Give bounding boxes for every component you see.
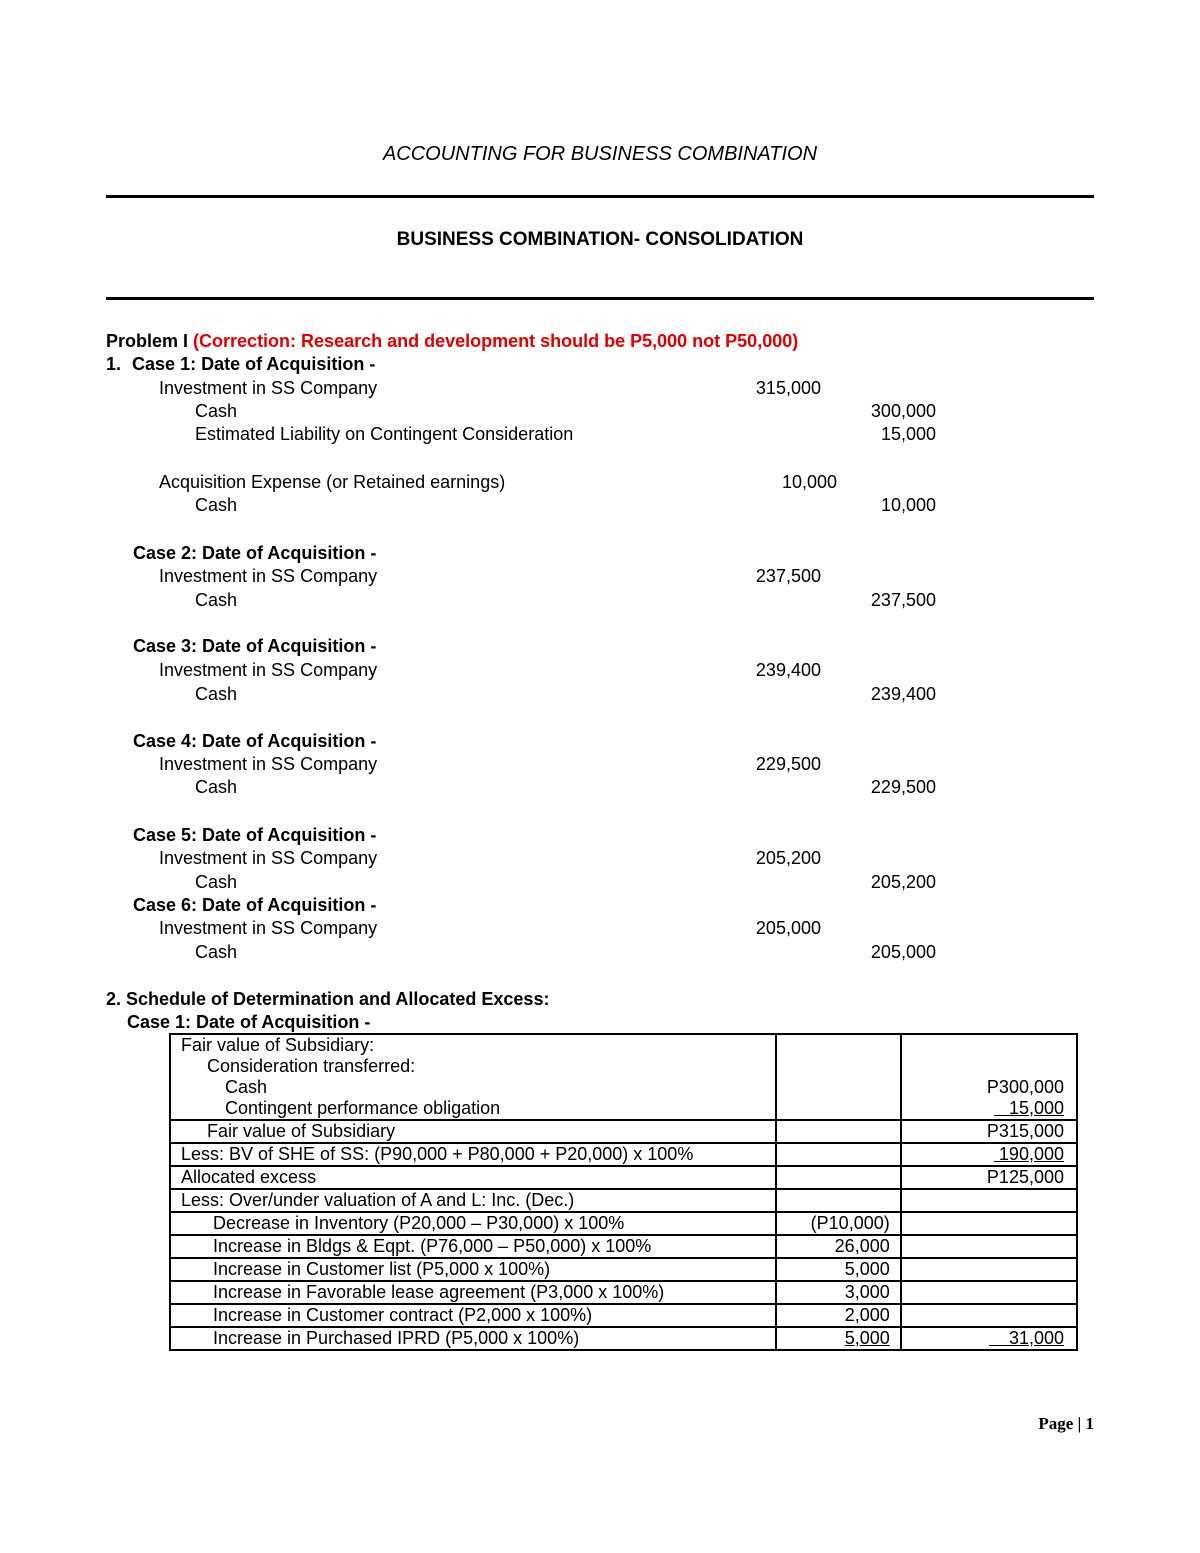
adjustment-value: 2,000 xyxy=(776,1304,900,1327)
journal-account: Cash xyxy=(195,590,238,610)
schedule-label xyxy=(170,1120,776,1143)
journal-debit: 205,000 xyxy=(755,918,821,938)
schedule-detail-cell xyxy=(776,1034,900,1120)
part-2-case-1-heading: Case 1: Date of Acquisition - xyxy=(127,1012,371,1032)
table-row xyxy=(170,1166,1077,1189)
fair-value-label: Fair value of Subsidiary xyxy=(207,1121,396,1141)
case-4-heading: Case 4: Date of Acquisition - xyxy=(133,731,377,751)
journal-credit: 10,000 xyxy=(880,495,936,515)
case-3-heading: Case 3: Date of Acquisition - xyxy=(133,636,377,656)
consideration-label: Consideration transferred: xyxy=(207,1056,416,1076)
section-rule xyxy=(106,297,1094,300)
adjustment-value: (P10,000) xyxy=(776,1212,900,1235)
fair-value-value: P315,000 xyxy=(901,1120,1077,1143)
fair-value-heading: Fair value of Subsidiary: xyxy=(181,1035,375,1055)
schedule-total-cell xyxy=(901,1281,1077,1304)
case-1-title: Case 1: Date of Acquisition - xyxy=(132,354,376,374)
case-5-heading: Case 5: Date of Acquisition - xyxy=(133,825,377,845)
journal-debit: 10,000 xyxy=(781,472,837,492)
header-rule xyxy=(106,195,1094,198)
part-1-number: 1. xyxy=(106,354,122,374)
allocated-excess-value: P125,000 xyxy=(901,1166,1077,1189)
table-row xyxy=(170,1258,1077,1281)
cash-value: P300,000 xyxy=(986,1077,1064,1097)
journal-account: Investment in SS Company xyxy=(159,378,378,398)
problem-label: Problem I xyxy=(106,331,189,351)
journal-account: Investment in SS Company xyxy=(159,918,378,938)
journal-account: Investment in SS Company xyxy=(159,566,378,586)
allocation-schedule-table xyxy=(169,1033,1078,1351)
schedule-label xyxy=(170,1034,776,1120)
journal-account: Cash xyxy=(195,401,238,421)
journal-credit: 15,000 xyxy=(880,424,936,444)
table-row xyxy=(170,1034,1077,1120)
schedule-detail-cell xyxy=(776,1143,900,1166)
problem-heading xyxy=(106,330,798,352)
allocated-excess-label: Allocated excess xyxy=(170,1166,776,1189)
journal-account: Estimated Liability on Contingent Consideration xyxy=(195,424,574,444)
adjustment-label: Decrease in Inventory (P20,000 – P30,000) x 100% xyxy=(170,1212,776,1235)
journal-debit: 205,200 xyxy=(755,848,821,868)
schedule-detail-cell xyxy=(776,1120,900,1143)
cash-label: Cash xyxy=(225,1077,268,1097)
case-2-heading: Case 2: Date of Acquisition - xyxy=(133,543,377,563)
adjustments-total: 31,000 xyxy=(901,1327,1077,1350)
contingent-label: Contingent performance obligation xyxy=(225,1098,501,1118)
schedule-total-cell xyxy=(901,1143,1077,1166)
adjustment-label: Increase in Bldgs & Eqpt. (P76,000 – P50,000) x 100% xyxy=(170,1235,776,1258)
table-row xyxy=(170,1143,1077,1166)
adjustment-value: 5,000 xyxy=(776,1258,900,1281)
schedule-detail-cell xyxy=(776,1189,900,1212)
adjustment-value: 5,000 xyxy=(776,1327,900,1350)
journal-credit: 205,200 xyxy=(870,872,936,892)
adjustment-label: Increase in Customer contract (P2,000 x 100%) xyxy=(170,1304,776,1327)
part-2-heading: 2. Schedule of Determination and Allocated Excess: xyxy=(106,989,550,1009)
case-6-heading: Case 6: Date of Acquisition - xyxy=(133,895,377,915)
less-bv-value: 190,000 xyxy=(998,1144,1064,1164)
journal-account: Cash xyxy=(195,684,238,704)
schedule-total-cell xyxy=(901,1034,1077,1120)
document-header-title: ACCOUNTING FOR BUSINESS COMBINATION xyxy=(382,143,818,165)
adjustment-label: Increase in Purchased IPRD (P5,000 x 100%) xyxy=(170,1327,776,1350)
table-row xyxy=(170,1327,1077,1350)
problem-correction: (Correction: Research and development should be P5,000 not P50,000) xyxy=(193,331,799,351)
table-row xyxy=(170,1120,1077,1143)
section-title: BUSINESS COMBINATION- CONSOLIDATION xyxy=(396,229,804,250)
less-over-label: Less: Over/under valuation of A and L: Inc. (Dec.) xyxy=(170,1189,776,1212)
adjustment-value: 3,000 xyxy=(776,1281,900,1304)
schedule-total-cell xyxy=(901,1304,1077,1327)
schedule-total-cell xyxy=(901,1258,1077,1281)
journal-account: Investment in SS Company xyxy=(159,660,378,680)
journal-debit: 237,500 xyxy=(755,566,821,586)
adjustment-label: Increase in Customer list (P5,000 x 100%) xyxy=(170,1258,776,1281)
less-bv-label: Less: BV of SHE of SS: (P90,000 + P80,000 + P20,000) x 100% xyxy=(170,1143,776,1166)
table-row xyxy=(170,1189,1077,1212)
journal-credit: 239,400 xyxy=(870,684,936,704)
adjustment-label: Increase in Favorable lease agreement (P3,000 x 100%) xyxy=(170,1281,776,1304)
journal-credit: 237,500 xyxy=(870,590,936,610)
journal-account: Cash xyxy=(195,495,238,515)
table-row xyxy=(170,1281,1077,1304)
adjustment-value: 26,000 xyxy=(776,1235,900,1258)
table-row xyxy=(170,1304,1077,1327)
page-number: Page | 1 xyxy=(1038,1414,1094,1433)
journal-credit: 229,500 xyxy=(870,777,936,797)
journal-debit: 239,400 xyxy=(755,660,821,680)
schedule-total-cell xyxy=(901,1189,1077,1212)
journal-credit: 300,000 xyxy=(870,401,936,421)
journal-account: Acquisition Expense (or Retained earnings) xyxy=(159,472,506,492)
journal-account: Cash xyxy=(195,777,238,797)
journal-credit: 205,000 xyxy=(870,942,936,962)
case-1-heading xyxy=(106,353,375,375)
schedule-total-cell xyxy=(901,1235,1077,1258)
contingent-value: 15,000 xyxy=(1008,1098,1064,1118)
schedule-detail-cell xyxy=(776,1166,900,1189)
journal-account: Investment in SS Company xyxy=(159,754,378,774)
journal-debit: 315,000 xyxy=(755,378,821,398)
journal-account: Cash xyxy=(195,942,238,962)
journal-account: Investment in SS Company xyxy=(159,848,378,868)
journal-debit: 229,500 xyxy=(755,754,821,774)
journal-account: Cash xyxy=(195,872,238,892)
table-row xyxy=(170,1235,1077,1258)
table-row xyxy=(170,1212,1077,1235)
schedule-total-cell xyxy=(901,1212,1077,1235)
